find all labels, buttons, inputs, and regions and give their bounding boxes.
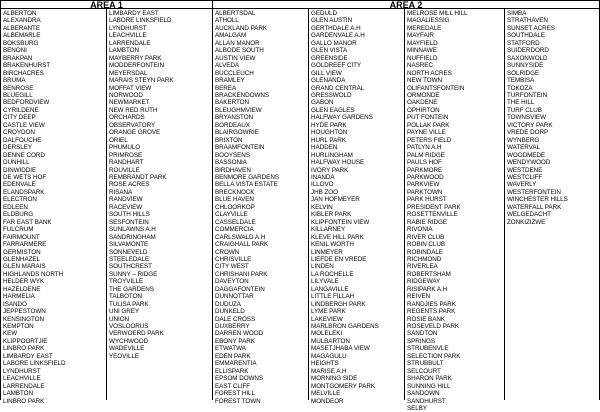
suburb-name: SAXONWOLD (507, 54, 548, 62)
suburb-name: MEREDALE (407, 24, 442, 32)
area-1-column-2 (106, 9, 212, 400)
suburb-name: CHRISHANI PARK (215, 270, 268, 278)
suburb-name: POLLAK PARK (407, 121, 450, 129)
suburb-name: TALBOTON (109, 293, 142, 301)
suburb-name: HADDEN (311, 144, 338, 152)
suburb-name: PARKVIEW (407, 181, 440, 189)
suburb-name: THE HILL (507, 99, 535, 107)
suburb-name: BUCCLEUCH (215, 69, 254, 77)
suburb-name: DALFOUCHE (3, 136, 42, 144)
suburb-name: VREDE DORP (507, 129, 549, 137)
suburb-name: BEDFORDVIEW (3, 99, 50, 107)
suburb-name: EAST CLIFF (215, 382, 251, 390)
suburb-name: KENIL WORTH (311, 241, 354, 249)
suburb-name: DUNKELD (215, 308, 245, 316)
suburb-name: MAGALIESSIG (407, 17, 450, 25)
suburb-name: GRESSWOLD (311, 91, 352, 99)
suburb-name: PARKTOWN (407, 188, 443, 196)
suburb-name: SOUTHCREST (109, 263, 152, 271)
suburb-name: HURL PARK (311, 136, 346, 144)
suburb-name: BEREA (215, 84, 237, 92)
suburb-name: WELGEDACHT (507, 211, 551, 219)
suburb-name: IVORY PARK (311, 166, 349, 174)
suburb-name: SUNNING HILL (407, 382, 451, 390)
suburb-name: ORANGE GROVE (109, 129, 161, 137)
suburb-name: ALBERTON (3, 10, 37, 17)
suburb-name: MONDEOR (311, 397, 344, 405)
suburb-name: GLEN AUSTIN (311, 17, 353, 25)
suburb-name: RIDGEWAY (407, 278, 441, 286)
suburb-name: JEPPESTOWN (3, 308, 46, 316)
suburb-name: LYNDHURST (3, 367, 41, 375)
suburb-name: PRIMROSE (109, 151, 143, 159)
suburb-name: MASETJHABA VIEW (311, 345, 370, 353)
suburb-name: STATFORD (507, 39, 540, 47)
suburb-name: EBONY PARK (215, 337, 255, 345)
suburb-name: LEACHVILLE (109, 32, 147, 40)
suburb-name: CHRISVILLE (215, 255, 252, 263)
suburb-name: BRAKPAN (3, 54, 33, 62)
suburb-name: ISANDO (3, 300, 27, 308)
suburb-name: RIVERLEA (407, 263, 438, 271)
area-2-column-2 (308, 9, 404, 405)
suburb-name: FAIRMOUNT (3, 233, 40, 241)
suburb-name: BENONI (3, 47, 27, 55)
suburb-name: DUNHILL (3, 159, 30, 167)
suburb-name: BRAKENHURST (3, 62, 51, 70)
suburb-name: MORNING SIDE (311, 375, 358, 383)
suburb-name: GARDENVALE A.H (311, 32, 365, 40)
suburb-name: LANGAVILLE (311, 285, 349, 293)
suburb-name: WENDYWOOD (507, 159, 551, 167)
suburb-name: EDENVALE (3, 181, 36, 189)
suburb-name: LABORE LINKSFIELD (109, 17, 172, 25)
suburb-name: FOREST TOWN (215, 397, 261, 405)
suburb-name: ROSETTENVILLE (407, 211, 458, 219)
suburb-name: ELLISPARK (215, 367, 249, 375)
suburb-name: GLEN VISTA (311, 47, 348, 55)
suburb-name: ROSIE BANK (407, 315, 445, 323)
suburb-name: WOODMEDE (507, 151, 546, 159)
suburb-name: MARLBRON GARDENS (311, 323, 379, 331)
suburb-name: LAKEVIEW (311, 315, 343, 323)
suburb-name: WATERVAL (507, 144, 540, 152)
suburb-name: MARAIS STEYN PARK (109, 77, 174, 85)
suburb-columns (0, 9, 600, 412)
suburb-name: BELLA VISTA ESTATE (215, 181, 278, 189)
suburb-name: JHB ZOO (311, 188, 338, 196)
suburb-name: SANDOWN (407, 390, 440, 398)
suburb-name: LYME PARK (311, 308, 346, 316)
suburb-name: CYRILDENE (3, 106, 39, 114)
suburb-name: SUIDERDORD (507, 47, 549, 55)
suburb-name: MOFFAT VIEW (109, 84, 152, 92)
suburb-name: BLAIRGOWRIE (215, 129, 259, 137)
suburb-name: ALBODE SOUTH (215, 47, 264, 55)
suburb-name: WESTDENE (507, 166, 543, 174)
suburb-name: WESTERFONTEIN (507, 188, 561, 196)
suburb-name: SANDTON (407, 330, 438, 338)
suburb-name: EDLEEN (3, 203, 28, 211)
suburb-name: HYDE PARK (311, 121, 347, 129)
suburb-name: BLUEGILL (3, 91, 33, 99)
suburb-name: PETERS FIELD (407, 136, 452, 144)
suburb-name: ALEXANDRA (3, 17, 41, 25)
suburb-name: RANDVIEW (109, 196, 143, 204)
suburb-name: SIMBA (507, 10, 527, 17)
suburb-name: DAGGAFONTEIN (215, 285, 265, 293)
suburb-name: GLENANDA (311, 77, 346, 85)
suburb-name: KIBLER PARK (311, 211, 352, 219)
suburb-name: LABORE LINKSFIELD (3, 360, 66, 368)
suburb-name: RABIE RIDGE (407, 218, 448, 226)
suburb-name: NUFFIELD (407, 54, 438, 62)
suburb-name: DE WETS HOF (3, 173, 47, 181)
suburb-name: AUCKLAND PARK (215, 24, 268, 32)
suburb-name: WATERFALL PARK (507, 203, 562, 211)
suburb-name: MOLELEKI (311, 330, 343, 338)
suburb-name: MAGAGULU (311, 352, 347, 360)
suburb-name: PARKMORE (407, 166, 443, 174)
suburb-name: HOUGHTON (311, 129, 348, 137)
suburb-name: TEMBISA (507, 77, 535, 85)
suburb-name: SELBY (407, 405, 428, 412)
suburb-name: PHUMULO (109, 144, 141, 152)
suburb-name: ROSE ACRES (109, 181, 150, 189)
suburb-name: PAYNE VILLE (407, 129, 446, 137)
suburb-name: CRAIGHALL PARK (215, 241, 269, 249)
suburb-name: BRAAMFONTEIN (215, 144, 265, 152)
suburb-name: DERSLEY (3, 144, 33, 152)
suburb-name: HEIGHTS (311, 360, 339, 368)
suburb-name: MULBARTON (311, 337, 350, 345)
suburb-name: TULISA PARK (109, 300, 149, 308)
suburb-name: ELDBURG (3, 211, 34, 219)
suburb-name: ROBERTSHAM (407, 270, 451, 278)
suburb-name: TURFONTEIN (507, 91, 548, 99)
suburb-name: LEACHVILLE (3, 375, 41, 383)
suburb-name: ALBERTSDAL (215, 10, 256, 17)
suburb-name: RANDJIES PARK (407, 300, 456, 308)
suburb-name: BRUMA (3, 77, 26, 85)
suburb-name: SANDRINGHAM (109, 233, 156, 241)
suburb-name: NEW TOWN (407, 77, 443, 85)
suburb-name: MINNAWE (407, 47, 437, 55)
suburb-name: ORIEL (109, 136, 128, 144)
suburb-name: CLAYVILLE (215, 211, 248, 219)
suburb-name: STRUBENVLE (407, 345, 449, 353)
area-headers (0, 0, 600, 9)
suburb-name: RACEVIEW (109, 203, 143, 211)
suburb-name: MARISE A.H (311, 367, 347, 375)
suburb-name: RIVONIA (407, 226, 433, 234)
suburb-name: KEW (3, 330, 18, 338)
suburb-name: DUNNOTTAR (215, 293, 254, 301)
suburb-name: PARKWOOD (407, 173, 444, 181)
suburb-name: SUNNY – RIDGE (109, 270, 158, 278)
suburb-name: SPRINGS (407, 337, 435, 345)
suburb-name: HARMELIA (3, 293, 35, 301)
suburb-name: STRATHAVEN (507, 17, 548, 25)
suburb-name: YEOVILLE (109, 352, 140, 360)
suburb-name: PUT FONTEIN (407, 114, 449, 122)
suburb-name: ETWATWA (215, 345, 246, 353)
suburb-name: SOUTH HILLS (109, 211, 150, 219)
suburb-name: ELECTRON (3, 196, 37, 204)
suburb-name: GERMISTON (3, 248, 41, 256)
suburb-name: JAN HOFMEYER (311, 196, 360, 204)
suburb-name: PARK HURST (407, 196, 447, 204)
suburb-name: BASSONIA (215, 159, 247, 167)
suburb-name: KLEVE HILL PARK (311, 233, 364, 241)
suburb-name: DENNE CORD (3, 151, 45, 159)
suburb-name: OBSERVATORY (109, 121, 156, 129)
suburb-name: STEELEDALE (109, 255, 150, 263)
suburb-name: BLEUGHMVIEW (215, 106, 262, 114)
suburb-name: CASSELDALE (215, 218, 256, 226)
suburb-name: DINWIDDIE (3, 166, 37, 174)
suburb-name: CARLSWALD A.H (215, 233, 266, 241)
suburb-name: WADEVILLE (109, 345, 145, 353)
suburb-name: ALVEDA (215, 62, 240, 70)
suburb-name: BRACKENDOWNS (215, 91, 269, 99)
suburb-name: LARRENDALE (3, 382, 45, 390)
suburb-name: UNION (109, 315, 130, 323)
suburb-name: CHLOORKOP (215, 203, 255, 211)
suburb-name: RIVER CLUB (407, 233, 445, 241)
suburb-name: KEMPTON (3, 323, 34, 331)
suburb-name: DUXBERRY (215, 323, 250, 331)
suburb-name: GERTHDALE A.H (311, 24, 361, 32)
suburb-name: HALFWAY HOUSE (311, 159, 365, 167)
suburb-name: KILLARNEY (311, 226, 346, 234)
suburb-name: PAULS HOF (407, 159, 442, 167)
suburb-name: SELCOURT (407, 367, 441, 375)
area-2-column-3 (404, 9, 504, 412)
suburb-name: BRECKNOCK (215, 188, 255, 196)
suburb-name: LINDBERGH PARK (311, 300, 366, 308)
area-2-column-4 (504, 9, 600, 400)
suburb-name: GLEN EAGLES (311, 106, 355, 114)
suburb-name: HELDER WYK (3, 278, 45, 286)
suburb-name: WINCHESTER HILLS (507, 196, 568, 204)
suburb-name: LINDEN (311, 263, 334, 271)
suburb-name: CITY DEEP (3, 114, 36, 122)
suburb-name: GALLO MANOR (311, 39, 357, 47)
suburb-name: LIMBARDY EAST (109, 10, 159, 17)
suburb-name: RISANA (109, 188, 133, 196)
suburb-name: WESTCLIFF (507, 173, 543, 181)
suburb-name: LILYVALE (311, 278, 339, 286)
suburb-name: CROWN (215, 248, 240, 256)
suburb-name: DAVEYTON (215, 278, 249, 286)
suburb-name: BAKERTON (215, 99, 250, 107)
suburb-name: VICTORY PARK (507, 121, 553, 129)
suburb-name: OLIFANTSFONTEIN (407, 84, 465, 92)
suburb-name: LITTLE FILLAH (311, 293, 355, 301)
suburb-name: HALFWAY GARDENS (311, 114, 373, 122)
suburb-name: LARRENDALE (109, 39, 151, 47)
suburb-name: HURLINGHAM (311, 151, 353, 159)
suburb-name: REIVEN (407, 293, 431, 301)
suburb-name: LAMBTON (3, 390, 33, 398)
suburb-name: PATLYN A.H (407, 144, 442, 152)
suburb-name: ILLOVO (311, 181, 334, 189)
suburb-name: SONNEVELD (109, 248, 148, 256)
suburb-name: ELANDSPARK (3, 188, 45, 196)
suburb-name: THE GARDENS (109, 285, 154, 293)
suburb-name: KENSINGTON (3, 315, 45, 323)
suburb-name: ROBIN CLUB (407, 241, 445, 249)
suburb-name: RANDHART (109, 159, 144, 167)
suburb-name: BIRCHACRES (3, 69, 44, 77)
area-2-header: AREA 2 (212, 0, 600, 9)
suburb-name: NASREC (407, 62, 433, 70)
suburb-name: RISIPARK A.H (407, 285, 448, 293)
suburb-name: COMMERCIA (215, 226, 254, 234)
suburb-name: WAVERLY (507, 181, 537, 189)
suburb-name: SHARON PARK (407, 375, 452, 383)
suburb-name: FULCRUM (3, 226, 34, 234)
suburb-name: BENMORE GARDENS (215, 173, 279, 181)
suburb-name: ROBINDALE (407, 248, 443, 256)
suburb-name: OAKDENE (407, 99, 438, 107)
area-1-column-1 (0, 9, 106, 405)
suburb-name: GLENHAZEL (3, 255, 40, 263)
suburb-name: PALM RIDGE (407, 151, 445, 159)
suburb-name: ORMONDE (407, 91, 440, 99)
suburb-name: MAYFIELD (407, 39, 438, 47)
suburb-name: MONTGOMERY PARK (311, 382, 375, 390)
suburb-name: FARRARMERE (3, 241, 47, 249)
suburb-name: MEYERSDAL (109, 69, 148, 77)
suburb-name: ALBERANTE (3, 24, 40, 32)
suburb-name: SELECTION PARK (407, 352, 461, 360)
suburb-name: REGENTS PARK (407, 308, 456, 316)
suburb-name: SUNNYSIDE (507, 62, 544, 70)
suburb-name: FAR EAST BANK (3, 218, 52, 226)
suburb-name: LINMEYER (311, 248, 343, 256)
suburb-name: BOOYSENS (215, 151, 250, 159)
suburb-name: BIRDHAVEN (215, 166, 251, 174)
suburb-name: SESFONTEIN (109, 218, 149, 226)
suburb-name: VERWOERD PARK (109, 330, 164, 338)
suburb-name: ALBEMARLE (3, 32, 41, 40)
suburb-name: STRUBBULT (407, 360, 444, 368)
suburb-name: TOWNSVIEW (507, 114, 546, 122)
suburb-name: REMBRANDT PARK (109, 173, 167, 181)
suburb-name: CASTLE VIEW (3, 121, 45, 129)
suburb-name: WYNBERG (507, 136, 540, 144)
suburb-name: VOSLOORUS (109, 323, 149, 331)
suburb-name: PRESIDENT PARK (407, 203, 461, 211)
suburb-name: TURF CLUB (507, 106, 542, 114)
suburb-name: TOKOZA (507, 84, 533, 92)
suburb-name: BOKSBURG (3, 39, 39, 47)
suburb-name: GABON (311, 99, 334, 107)
suburb-name: LIMBARDY EAST (3, 352, 53, 360)
suburb-name: KLIPPOORTJIE (3, 337, 48, 345)
suburb-name: MAYBERRY PARK (109, 54, 162, 62)
suburb-name: EPSOM DOWNS (215, 375, 264, 383)
suburb-name: BRYANSTON (215, 114, 254, 122)
suburb-name: OPHIRTON (407, 106, 440, 114)
suburb-name: BENROSE (3, 84, 34, 92)
suburb-name: MELROSE MILL HILL (407, 10, 468, 17)
suburb-name: SOUTHDALE (507, 32, 546, 40)
suburb-name: SUNSET ACRES (507, 24, 555, 32)
suburb-name: SANDHURST (407, 397, 446, 405)
suburb-name: MAYFAIR (407, 32, 434, 40)
suburb-name: GEDULD (311, 10, 337, 17)
suburb-name: LYNDHURST (109, 24, 147, 32)
suburb-name: FOREST HILL (215, 390, 255, 398)
suburb-name: SUNLAWNS A.H (109, 226, 156, 234)
suburb-name: RICHMOND (407, 255, 442, 263)
suburb-name: HAZELDENE (3, 285, 41, 293)
suburb-name: NORTH ACRES (407, 69, 452, 77)
suburb-name: NEWMARKET (109, 99, 150, 107)
suburb-name: GRAND CENTRAL (311, 84, 365, 92)
suburb-name: BORDEAUX (215, 121, 250, 129)
suburb-name: ORCHARDS (109, 114, 145, 122)
suburb-name: MELVILLE (311, 390, 341, 398)
suburb-name: WYCHWOOD (109, 337, 149, 345)
suburb-name: DUDUZA (215, 300, 241, 308)
suburb-name: BRAMLEY (215, 77, 245, 85)
suburb-name: GLEN MARAIS (3, 263, 46, 271)
suburb-name: NEW RED RUTH (109, 106, 158, 114)
suburb-name: CITY WEST (215, 263, 249, 271)
suburb-name: LA ROCHELLE (311, 270, 354, 278)
area-1-header: AREA 1 (0, 0, 212, 9)
suburb-name: KELVIN (311, 203, 333, 211)
suburb-name: EMMARENTIA (215, 360, 257, 368)
suburb-name: CROYDON (3, 129, 35, 137)
suburb-name: BRIXTON (215, 136, 243, 144)
suburb-name: DALE CROSS (215, 315, 256, 323)
suburb-name: EDEN PARK (215, 352, 251, 360)
suburb-name: SOLRIDGE (507, 69, 540, 77)
suburb-name: LINBRO PARK (3, 397, 45, 405)
suburb-name: AMALGAM (215, 32, 247, 40)
suburb-name: NORWOOD (109, 91, 143, 99)
suburb-name: LIEFDE EN VREDE (311, 255, 367, 263)
suburb-name: MODDERFONTEIN (109, 62, 164, 70)
suburb-name: LAMBTON (109, 47, 139, 55)
suburb-name: GOLDREEF CITY (311, 62, 362, 70)
suburb-name: ZONKIZIZWE (507, 218, 546, 226)
suburb-name: ATHOLL (215, 17, 239, 25)
suburb-name: ROSEVELD PARK (407, 323, 460, 331)
suburb-name: GILL VIEW (311, 69, 342, 77)
suburb-name: SILVAMONTE (109, 241, 149, 249)
suburb-name: LINBRO PARK (3, 345, 45, 353)
suburb-name: KLIPFONTEIN VIEW (311, 218, 370, 226)
suburb-name: TROYVILLE (109, 278, 144, 286)
suburb-name: INANDA (311, 173, 335, 181)
suburb-name: ROUVILLE (109, 166, 140, 174)
suburb-name: HIGHLANDS NORTH (3, 270, 64, 278)
area-2-column-1 (212, 9, 308, 405)
suburb-name: DARREN WOOD (215, 330, 264, 338)
suburb-name: AUSTIN VIEW (215, 54, 256, 62)
suburb-name: BLUE HAVEN (215, 196, 254, 204)
suburb-name: ALLAN MANOR (215, 39, 260, 47)
suburb-name: UNI GREY (109, 308, 140, 316)
suburb-name: GREENSIDE (311, 54, 348, 62)
